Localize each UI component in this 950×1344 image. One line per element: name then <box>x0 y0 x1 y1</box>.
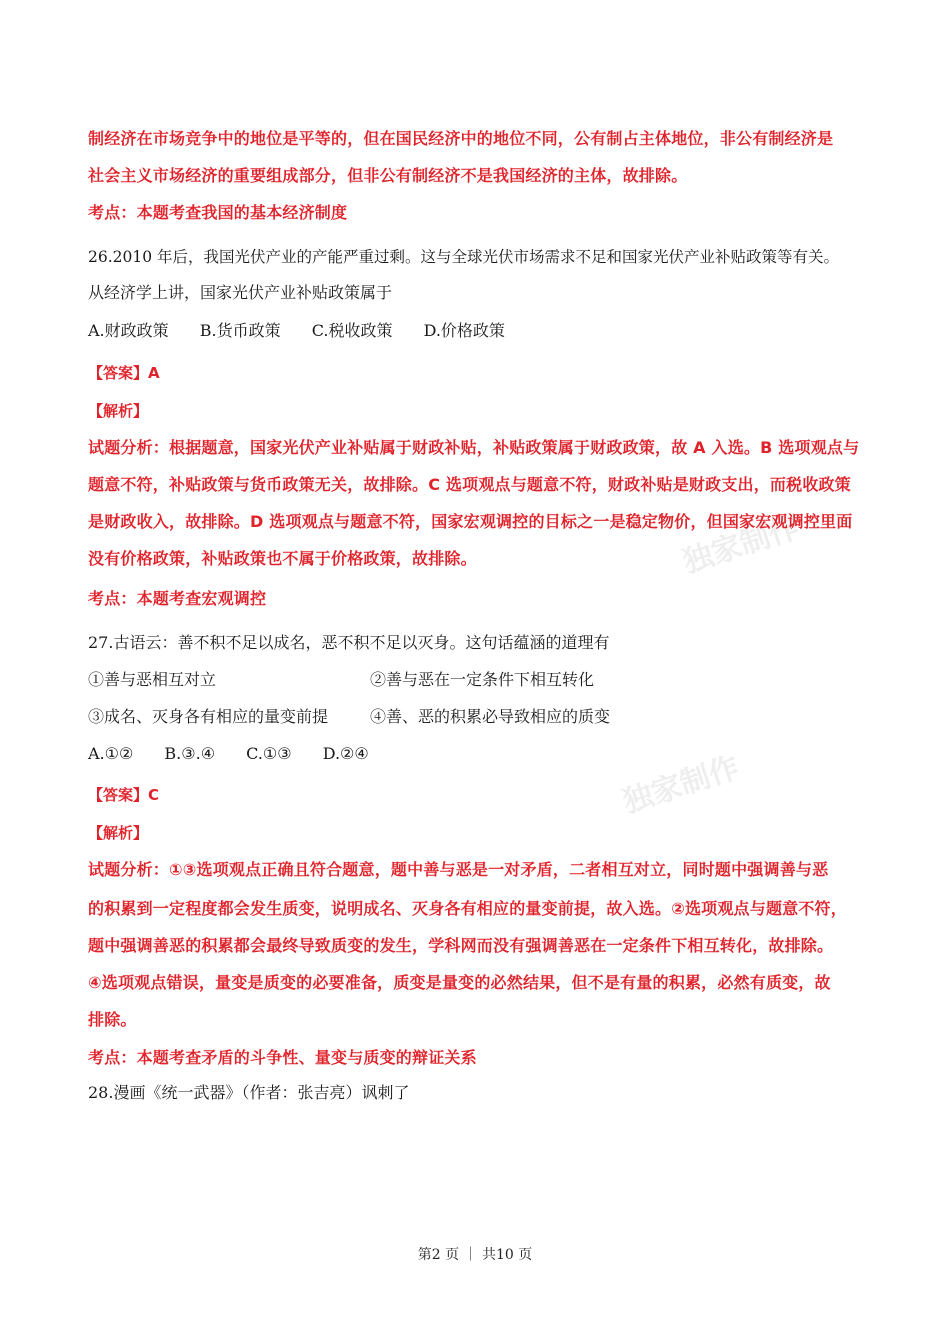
q26-kaodian: 考点：本题考查宏观调控 <box>88 589 267 608</box>
q26-options <box>88 320 531 342</box>
q27-analysis-line: 试题分析：①③选项观点正确且符合题意，题中善与恶是一对矛盾，二者相互对立，同时题中强调善与恶 <box>88 860 829 879</box>
q27-kaodian: 考点：本题考查矛盾的斗争性、量变与质变的辩证关系 <box>88 1048 477 1067</box>
option-b: B.货币政策 <box>199 321 281 340</box>
q27-item: ③成名、灭身各有相应的量变前提 <box>88 707 329 726</box>
q27-analysis-line: 题中强调善恶的积累都会最终导致质变的发生，学科网而没有强调善恶在一定条件下相互转化，故排除。 <box>88 936 834 955</box>
q27-analysis-line: ④选项观点错误，量变是质变的必要准备，质变是量变的必然结果，但不是有量的积累，必然有质变，故 <box>88 973 831 992</box>
option-a: A.财政政策 <box>88 321 169 340</box>
q27-stem: 27.古语云：善不积不足以成名，恶不积不足以灭身。这句话蕴涵的道理有 <box>88 633 610 652</box>
q26-analysis-line: 试题分析：根据题意，国家光伏产业补贴属于财政补贴，补贴政策属于财政政策，故 A 入选。B 选项观点与 <box>88 438 860 457</box>
option-a: A.①② <box>88 744 134 763</box>
q27-analysis-label: 【解析】 <box>88 824 149 842</box>
q27-item-row <box>88 669 594 691</box>
option-b: B.③.④ <box>164 744 216 763</box>
option-c: C.①③ <box>246 744 292 763</box>
q27-item-row <box>88 706 610 728</box>
q27-item: ①善与恶相互对立 <box>88 670 217 689</box>
option-c: C.税收政策 <box>311 321 393 340</box>
q26-answer: 【答案】A <box>88 364 160 382</box>
q27-analysis-line: 排除。 <box>88 1010 137 1029</box>
q25-kaodian: 考点：本题考查我国的基本经济制度 <box>88 203 348 222</box>
q25-analysis-line: 制经济在市场竞争中的地位是平等的，但在国民经济中的地位不同，公有制占主体地位，非公有制经济是 <box>88 129 834 148</box>
q25-analysis-line: 社会主义市场经济的重要组成部分，但非公有制经济不是我国经济的主体，故排除。 <box>88 166 688 185</box>
q27-options <box>88 743 395 765</box>
q27-item: ②善与恶在一定条件下相互转化 <box>370 670 595 689</box>
watermark: 独家制作 <box>678 510 804 581</box>
q26-analysis-line: 是财政收入，故排除。D 选项观点与题意不符，国家宏观调控的目标之一是稳定物价，但国家宏观调控里面 <box>88 512 853 531</box>
q28-stem: 28.漫画《统一武器》（作者：张吉亮）讽刺了 <box>88 1083 410 1102</box>
q26-stem: 从经济学上讲，国家光伏产业补贴政策属于 <box>88 283 393 302</box>
option-d: D.②④ <box>322 744 369 763</box>
q27-analysis-line: 的积累到一定程度都会发生质变，说明成名、灭身各有相应的量变前提，故入选。②选项观点与题意不符， <box>88 899 847 918</box>
q26-stem: 26.2010 年后，我国光伏产业的产能严重过剩。这与全球光伏市场需求不足和国家光伏产业补贴政策等有关。 <box>88 248 840 266</box>
q27-answer: 【答案】C <box>88 786 160 804</box>
q27-item: ④善、恶的积累必导致相应的质变 <box>370 707 611 726</box>
page-number: 第2 页 ｜ 共10 页 <box>417 1247 533 1263</box>
q26-analysis-line: 没有价格政策，补贴政策也不属于价格政策，故排除。 <box>88 549 477 568</box>
q26-analysis-label: 【解析】 <box>88 402 149 420</box>
watermark: 独家制作 <box>618 750 744 821</box>
option-d: D.价格政策 <box>423 321 505 340</box>
q26-analysis-line: 题意不符，补贴政策与货币政策无关，故排除。C 选项观点与题意不符，财政补贴是财政支出，而税收政策 <box>88 475 851 494</box>
